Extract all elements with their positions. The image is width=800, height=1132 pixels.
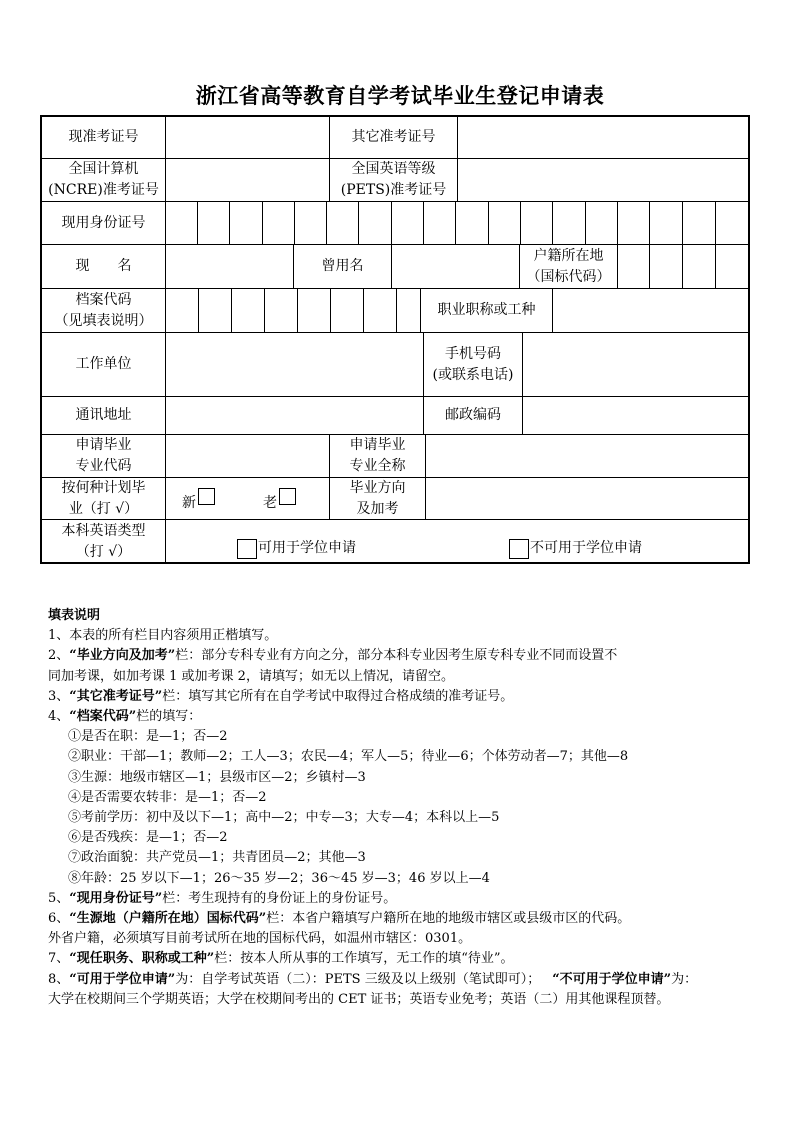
note-1: 1、本表的所有栏目内容须用正楷填写。: [48, 628, 278, 644]
instructions: [48, 606, 768, 1010]
note-4-item: ④是否需要农转非：是—1；否—2: [68, 789, 267, 805]
form-title: 浙江省高等教育自学考试毕业生登记申请表: [195, 84, 605, 108]
id-digit-box[interactable]: [650, 202, 683, 245]
label-current-exam-no: 现准考证号: [42, 117, 166, 159]
address-field[interactable]: [166, 397, 424, 435]
file-code-box[interactable]: [298, 289, 331, 333]
label-direction: 毕业方向 及加考: [330, 478, 426, 520]
note-2-cont: 同加考课，如加考课 1 或加考课 2，请填写；如无以上情况，请留空。: [48, 668, 454, 684]
label-address: 通讯地址: [42, 397, 166, 435]
note-4-item: ⑥是否残疾：是—1；否—2: [68, 830, 228, 846]
id-digit-box[interactable]: [618, 202, 650, 245]
label-postcode: 邮政编码: [424, 397, 523, 435]
degree-eligible-label: 可用于学位申请: [258, 540, 356, 556]
plan-old-checkbox[interactable]: [279, 488, 296, 505]
note-7: 7、“现任职务、职称或工种”栏：按本人所从事的工作填写，无工作的填“待业”。: [48, 951, 514, 967]
note-6: 6、“生源地（户籍所在地）国标代码”栏：本省户籍填写户籍所在地的地级市辖区或县级市区的代码。: [48, 911, 631, 927]
file-code-box[interactable]: [166, 289, 199, 333]
label-name: 现 名: [42, 245, 166, 289]
note-4-item: ⑧年龄：25 岁以下—1；26～35 岁—2；36～45 岁—3；46 岁以上—4: [68, 870, 490, 886]
label-work-unit: 工作单位: [42, 333, 166, 397]
file-code-box[interactable]: [232, 289, 265, 333]
former-name-field[interactable]: [392, 245, 520, 289]
work-unit-field[interactable]: [166, 333, 424, 397]
label-english-type: 本科英语类型 （打 √）: [42, 520, 166, 564]
id-digit-box[interactable]: [327, 202, 359, 245]
label-household: 户籍所在地 （国标代码）: [520, 245, 618, 289]
plan-old-label: 老: [263, 495, 277, 511]
note-4-item: ⑦政治面貌：共产党员—1；共青团员—2；其他—3: [68, 850, 366, 866]
name-field[interactable]: [166, 245, 294, 289]
file-code-box[interactable]: [331, 289, 364, 333]
id-digit-box[interactable]: [553, 202, 586, 245]
label-id-card: 现用身份证号: [42, 202, 166, 245]
plan-new-checkbox[interactable]: [198, 488, 215, 505]
id-digit-box[interactable]: [295, 202, 327, 245]
household-code-box[interactable]: [618, 245, 650, 289]
file-code-box[interactable]: [199, 289, 232, 333]
file-code-box[interactable]: [364, 289, 397, 333]
note-5: 5、“现用身份证号”栏：考生现持有的身份证上的身份证号。: [48, 890, 397, 906]
id-digit-box[interactable]: [521, 202, 553, 245]
note-3: 3、“其它准考证号”栏：填写其它所有在自学考试中取得过合格成绩的准考证号。: [48, 688, 514, 704]
note-4-item: ①是否在职：是—1；否—2: [68, 729, 228, 745]
label-plan: 按何种计划毕 业（打 √）: [42, 478, 166, 520]
degree-ineligible-label: 不可用于学位申请: [530, 540, 642, 556]
degree-ineligible-checkbox[interactable]: [509, 539, 529, 559]
note-4-item: ②职业：干部—1；教师—2；工人—3；农民—4；军人—5；待业—6；个体劳动者—7；其他—8: [68, 749, 629, 765]
id-digit-box[interactable]: [263, 202, 295, 245]
label-other-exam-no: 其它准考证号: [330, 117, 458, 159]
note-4-item: ⑤考前学历：初中及以下—1；高中—2；中专—3；大专—4；本科以上—5: [68, 810, 500, 826]
id-digit-box[interactable]: [489, 202, 521, 245]
english-type-options: [166, 520, 750, 564]
direction-field[interactable]: [426, 478, 750, 520]
id-digit-box[interactable]: [230, 202, 263, 245]
id-digit-box[interactable]: [456, 202, 489, 245]
current-exam-no-field[interactable]: [166, 117, 330, 159]
label-job-title: 职业职称或工种: [421, 289, 553, 333]
note-2: 2、“毕业方向及加考”栏：部分专科专业有方向之分，部分本科专业因考生原专科专业不同而设置不: [48, 648, 618, 664]
major-code-field[interactable]: [166, 435, 330, 478]
plan-options: [166, 478, 330, 520]
id-digit-box[interactable]: [716, 202, 750, 245]
file-code-box[interactable]: [265, 289, 298, 333]
note-4: 4、“档案代码”栏的填写：: [48, 709, 202, 725]
postcode-field[interactable]: [523, 397, 750, 435]
household-code-box[interactable]: [716, 245, 750, 289]
application-form: [40, 115, 750, 564]
id-digit-box[interactable]: [359, 202, 392, 245]
note-8-cont: 大学在校期间三个学期英语；大学在校期间考出的 CET 证书；英语专业免考；英语（二）用其他课程顶替。: [48, 991, 670, 1007]
pets-exam-no-field[interactable]: [458, 159, 750, 202]
degree-eligible-checkbox[interactable]: [237, 539, 257, 559]
major-name-field[interactable]: [426, 435, 750, 478]
note-8: 8、“可用于学位申请”为：自学考试英语（二）：PETS 三级及以上级别（笔试即可）； “不可用于学位申请”为：: [48, 971, 698, 987]
instructions-heading: 填表说明: [48, 608, 101, 623]
file-code-box[interactable]: [397, 289, 421, 333]
household-code-box[interactable]: [650, 245, 683, 289]
id-digit-box[interactable]: [683, 202, 716, 245]
label-phone: 手机号码 (或联系电话): [424, 333, 523, 397]
note-6-cont: 外省户籍，必须填写目前考试所在地的国标代码，如温州市辖区：0301。: [48, 931, 472, 947]
label-major-name: 申请毕业 专业全称: [330, 435, 426, 478]
ncre-exam-no-field[interactable]: [166, 159, 330, 202]
id-digit-box[interactable]: [392, 202, 424, 245]
other-exam-no-field[interactable]: [458, 117, 750, 159]
label-ncre-exam-no: 全国计算机 (NCRE)准考证号: [42, 159, 166, 202]
id-digit-box[interactable]: [586, 202, 618, 245]
note-4-item: ③生源：地级市辖区—1；县级市区—2；乡镇村—3: [68, 769, 366, 785]
id-digit-box[interactable]: [166, 202, 198, 245]
household-code-box[interactable]: [683, 245, 716, 289]
plan-new-label: 新: [182, 495, 196, 511]
id-digit-box[interactable]: [424, 202, 456, 245]
label-former-name: 曾用名: [294, 245, 392, 289]
label-file-code: 档案代码 （见填表说明）: [42, 289, 166, 333]
id-digit-box[interactable]: [198, 202, 230, 245]
label-major-code: 申请毕业 专业代码: [42, 435, 166, 478]
phone-field[interactable]: [523, 333, 750, 397]
label-pets-exam-no: 全国英语等级 (PETS)准考证号: [330, 159, 458, 202]
job-title-field[interactable]: [553, 289, 750, 333]
